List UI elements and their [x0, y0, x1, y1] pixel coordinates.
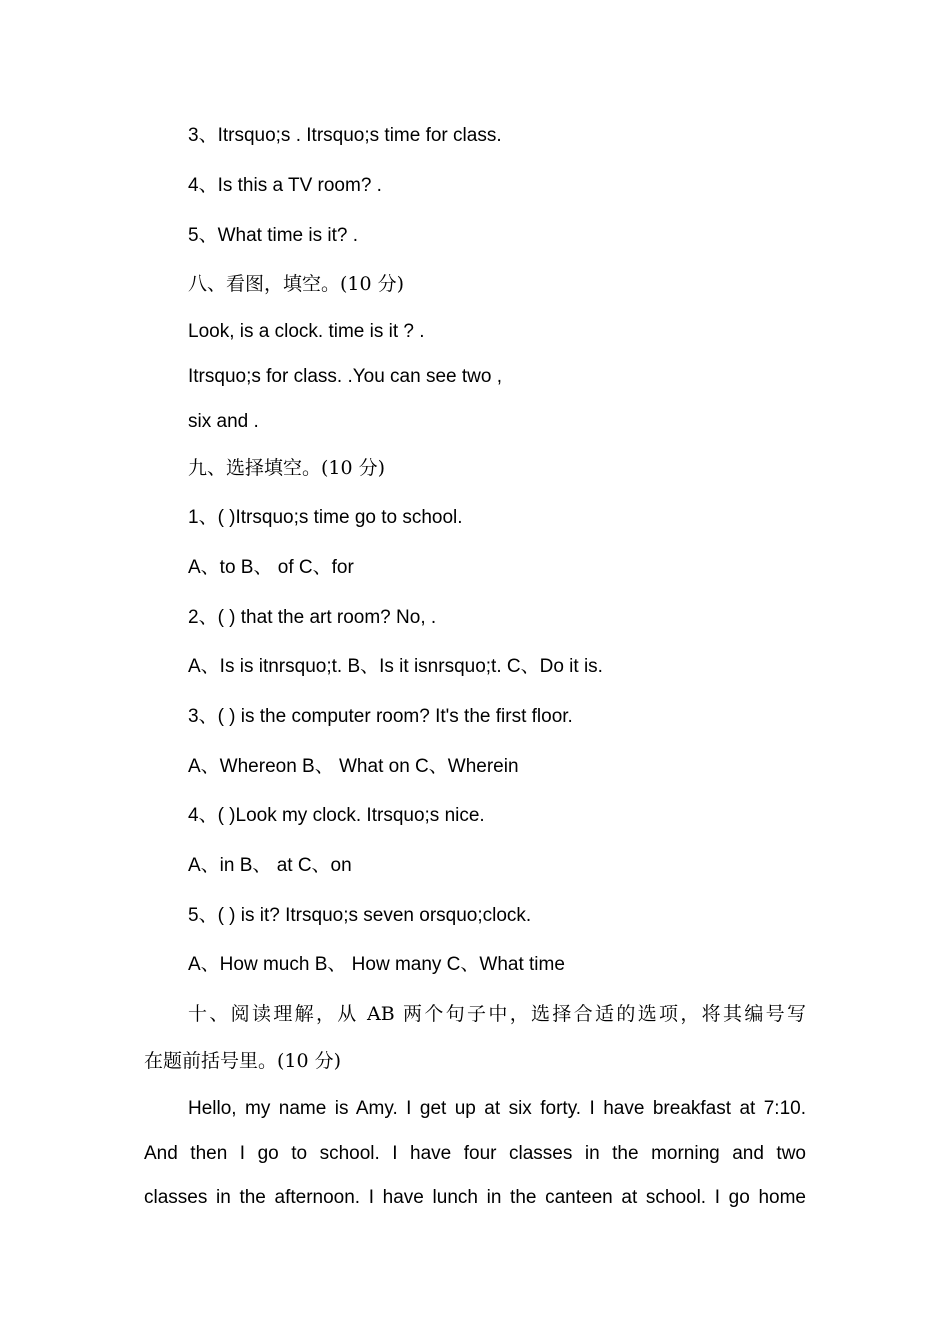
answer-line-3: 3、Itrsquo;s . Itrsquo;s time for class.	[188, 125, 502, 146]
section-9-title: 九、选择填空。(10 分)	[188, 457, 386, 479]
question-4-options: A、in B、 at C、on	[188, 855, 352, 876]
question-4: 4、( )Look my clock. Itrsquo;s nice.	[188, 805, 485, 826]
question-3: 3、( ) is the computer room? It's the first floor.	[188, 706, 573, 727]
section-8-line-3: six and .	[188, 411, 259, 432]
reading-passage-line-1: Hello, my name is Amy. I get up at six forty. I have breakfast at 7:10.	[188, 1098, 806, 1119]
reading-passage-line-3: classes in the afternoon. I have lunch in the canteen at school. I go home	[144, 1187, 806, 1208]
section-8-line-1: Look, is a clock. time is it ? .	[188, 321, 425, 342]
question-2: 2、( ) that the art room? No, .	[188, 607, 437, 628]
question-5-options: A、How much B、 How many C、What time	[188, 954, 565, 975]
question-5: 5、( ) is it? Itrsquo;s seven orsquo;clock.	[188, 905, 532, 926]
section-8-title: 八、看图，填空。(10 分)	[188, 273, 405, 295]
section-10-title: 十、阅读理解，从 AB 两个句子中，选择合适的选项，将其编号写	[188, 1003, 806, 1025]
section-8-line-2: Itrsquo;s for class. .You can see two ,	[188, 366, 503, 387]
question-2-options: A、Is is itnrsquo;t. B、Is it isnrsquo;t. C、Do it is.	[188, 656, 603, 677]
reading-passage-line-2: And then I go to school. I have four classes in the morning and two	[144, 1143, 806, 1164]
answer-line-5: 5、What time is it? .	[188, 225, 358, 246]
section-10-title-cont: 在题前括号里。(10 分)	[144, 1050, 342, 1072]
answer-line-4: 4、Is this a TV room? .	[188, 175, 382, 196]
question-3-options: A、Whereon B、 What on C、Wherein	[188, 756, 519, 777]
question-1: 1、( )Itrsquo;s time go to school.	[188, 507, 463, 528]
question-1-options: A、to B、 of C、for	[188, 557, 354, 578]
